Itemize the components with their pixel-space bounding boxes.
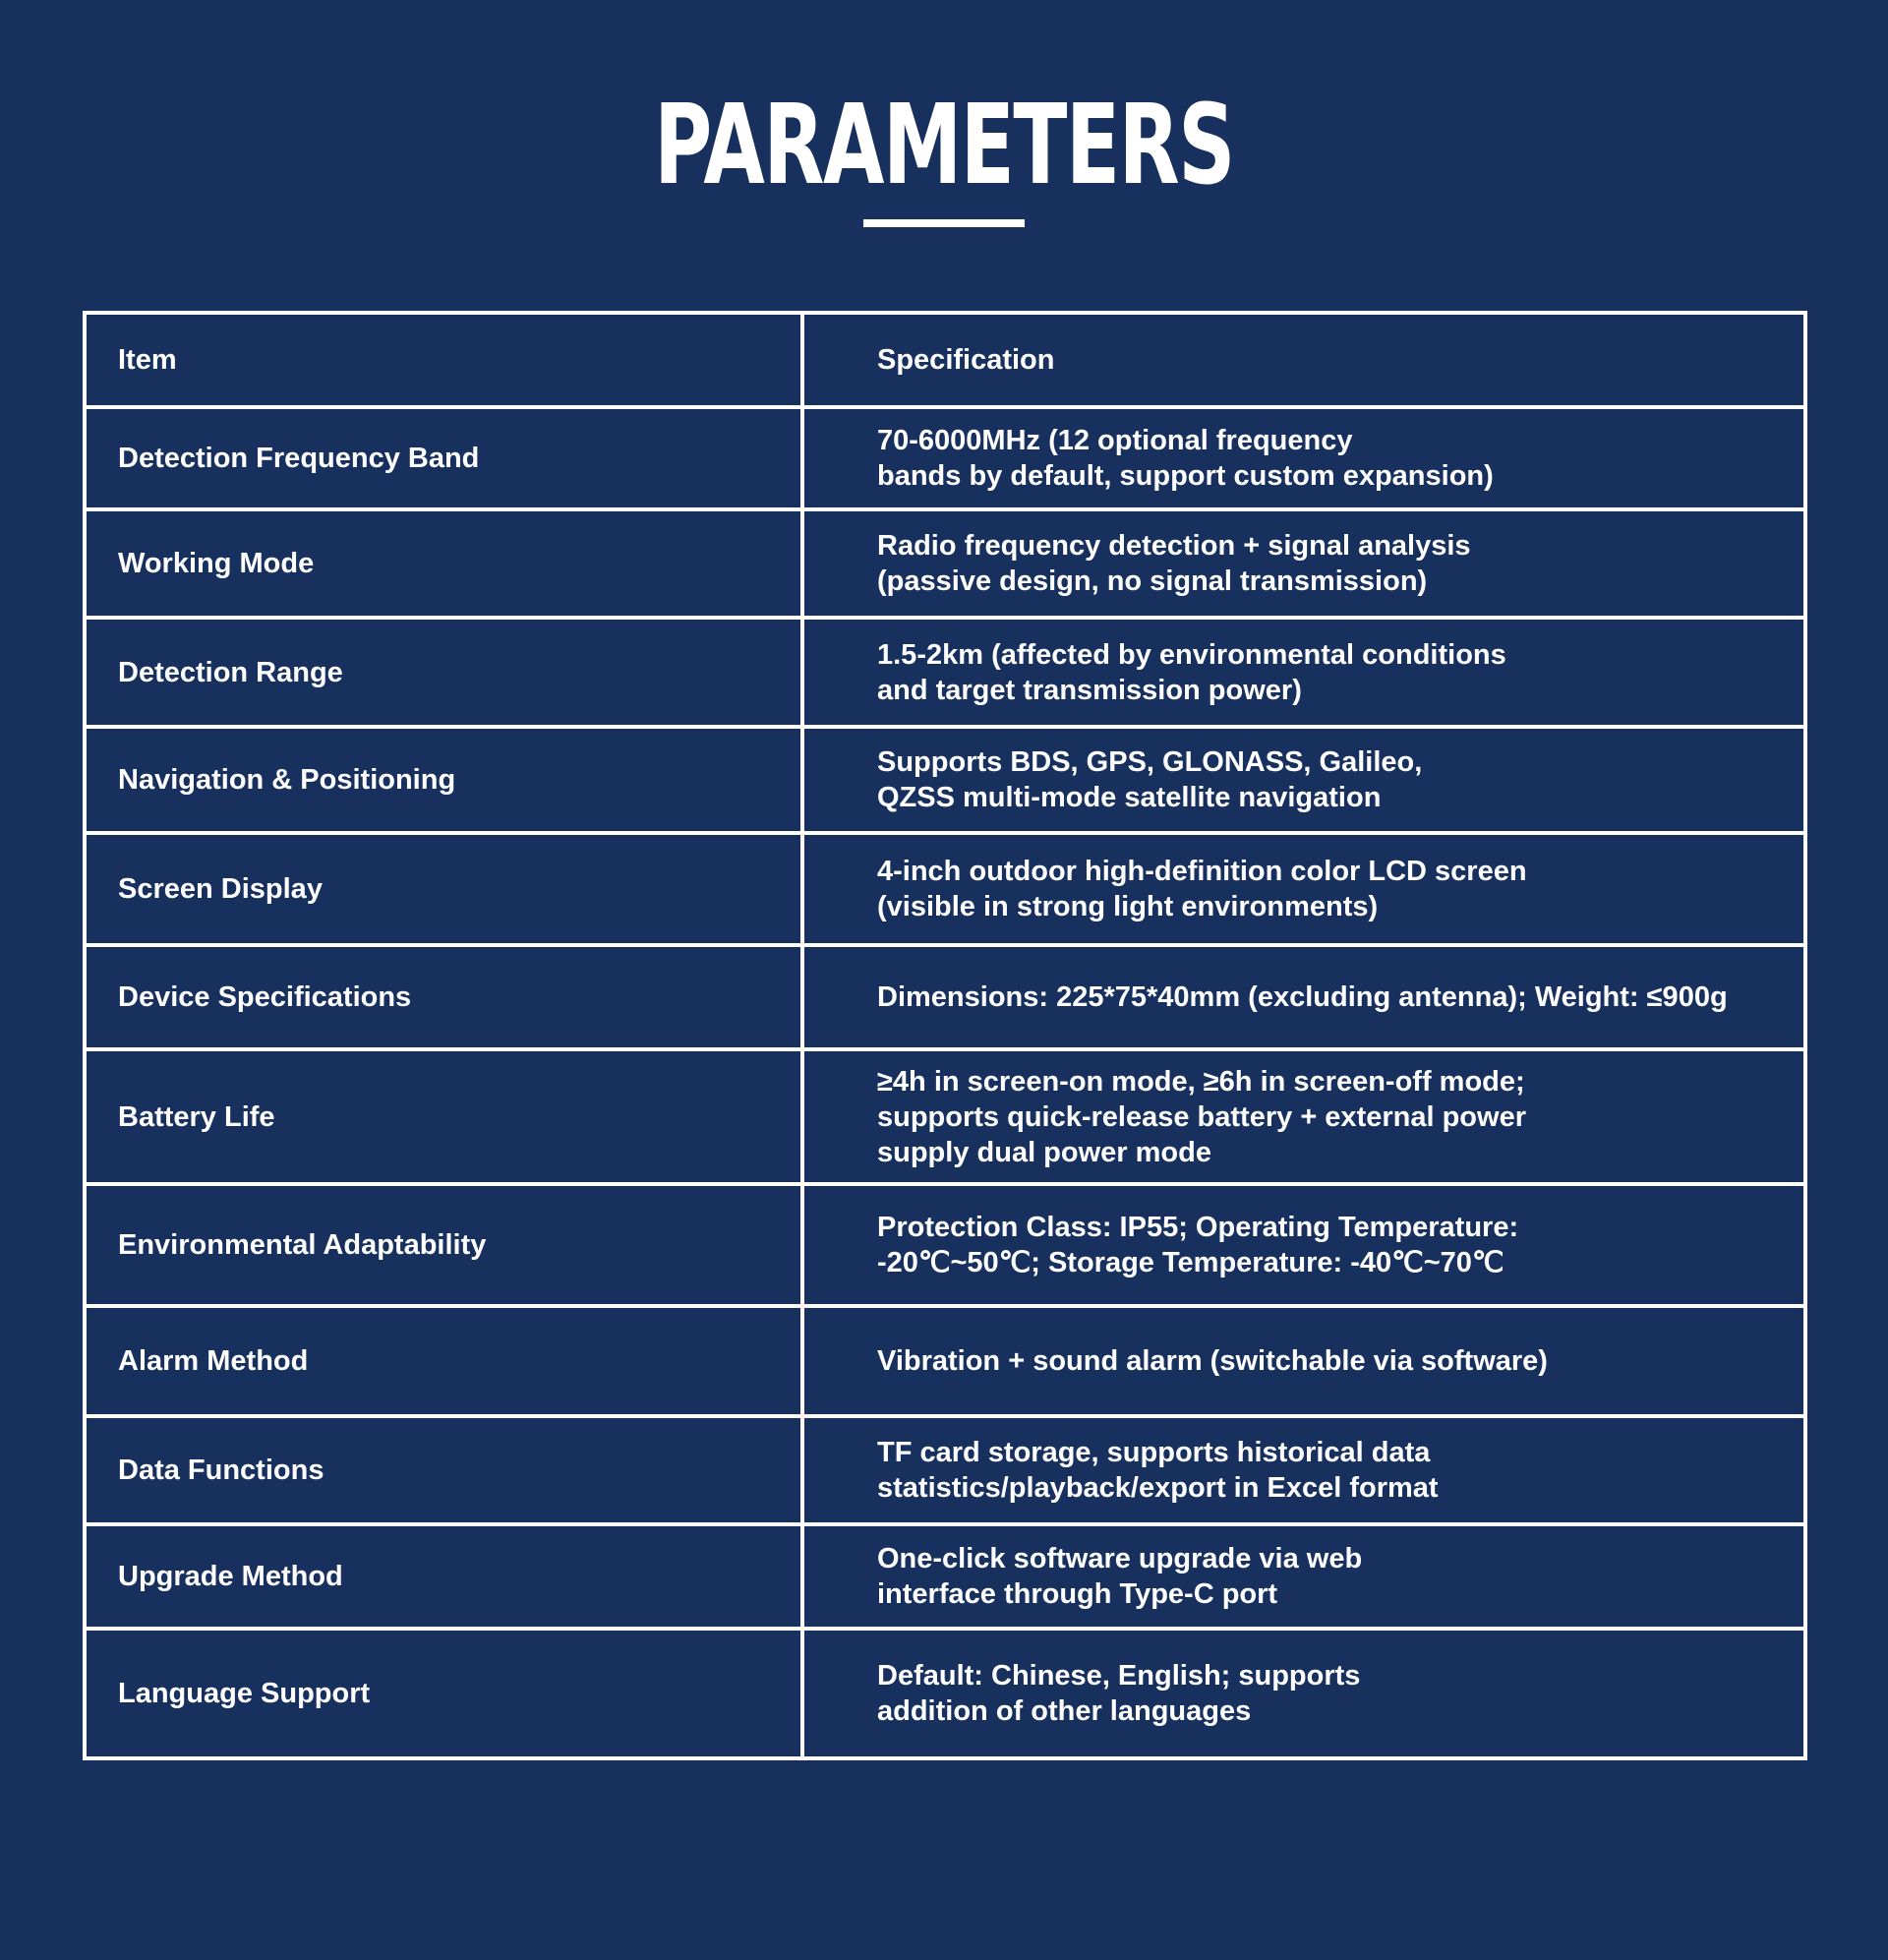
row-specification: TF card storage, supports historical data statistics/playback/export in Excel format — [877, 1437, 1439, 1504]
table-row — [87, 1182, 1803, 1304]
table-row — [87, 507, 1803, 616]
parameters-table — [83, 311, 1807, 1760]
table-row — [87, 1414, 1803, 1522]
row-specification: 70-6000MHz (12 optional frequency bands by default, support custom expansion) — [877, 425, 1494, 492]
table-row — [87, 1047, 1803, 1182]
row-specification: ≥4h in screen-on mode, ≥6h in screen-off mode; supports quick-release battery + external power supply dual power mode — [877, 1065, 1526, 1168]
row-specification: Radio frequency detection + signal analysis (passive design, no signal transmission) — [877, 530, 1471, 597]
row-item: Environmental Adaptability — [87, 1186, 804, 1304]
row-item: Screen Display — [87, 835, 804, 943]
table-row — [87, 405, 1803, 507]
table-row — [87, 831, 1803, 943]
header-item: Item — [87, 315, 804, 405]
table-header-row — [87, 315, 1803, 405]
table-row — [87, 616, 1803, 725]
row-item: Data Functions — [87, 1418, 804, 1522]
row-item: Alarm Method — [87, 1308, 804, 1414]
row-specification: One-click software upgrade via web interface through Type-C port — [877, 1543, 1363, 1610]
row-item: Navigation & Positioning — [87, 729, 804, 831]
row-specification: Vibration + sound alarm (switchable via software) — [877, 1345, 1548, 1377]
title-underline — [863, 219, 1025, 227]
table-row — [87, 725, 1803, 831]
table-row — [87, 943, 1803, 1047]
row-specification: Supports BDS, GPS, GLONASS, Galileo, QZSS multi-mode satellite navigation — [877, 746, 1423, 813]
table-row — [87, 1304, 1803, 1414]
row-specification: Default: Chinese, English; supports addition of other languages — [877, 1660, 1361, 1727]
header-specification: Specification — [877, 344, 1055, 376]
page-title: PARAMETERS — [654, 82, 1234, 209]
row-specification: 4-inch outdoor high-definition color LCD screen (visible in strong light environments) — [877, 856, 1527, 922]
table-row — [87, 1522, 1803, 1627]
row-specification: Dimensions: 225*75*40mm (excluding antenna); Weight: ≤900g — [877, 981, 1728, 1013]
row-item: Working Mode — [87, 511, 804, 616]
row-specification: 1.5-2km (affected by environmental conditions and target transmission power) — [877, 638, 1506, 706]
row-specification: Protection Class: IP55; Operating Temperature: -20℃~50℃; Storage Temperature: -40℃~70℃ — [877, 1212, 1519, 1278]
row-item: Battery Life — [87, 1051, 804, 1182]
row-item: Upgrade Method — [87, 1526, 804, 1627]
table-row — [87, 1627, 1803, 1756]
row-item: Detection Range — [87, 620, 804, 725]
row-item: Device Specifications — [87, 947, 804, 1047]
row-item: Language Support — [87, 1631, 804, 1756]
row-item: Detection Frequency Band — [87, 409, 804, 507]
